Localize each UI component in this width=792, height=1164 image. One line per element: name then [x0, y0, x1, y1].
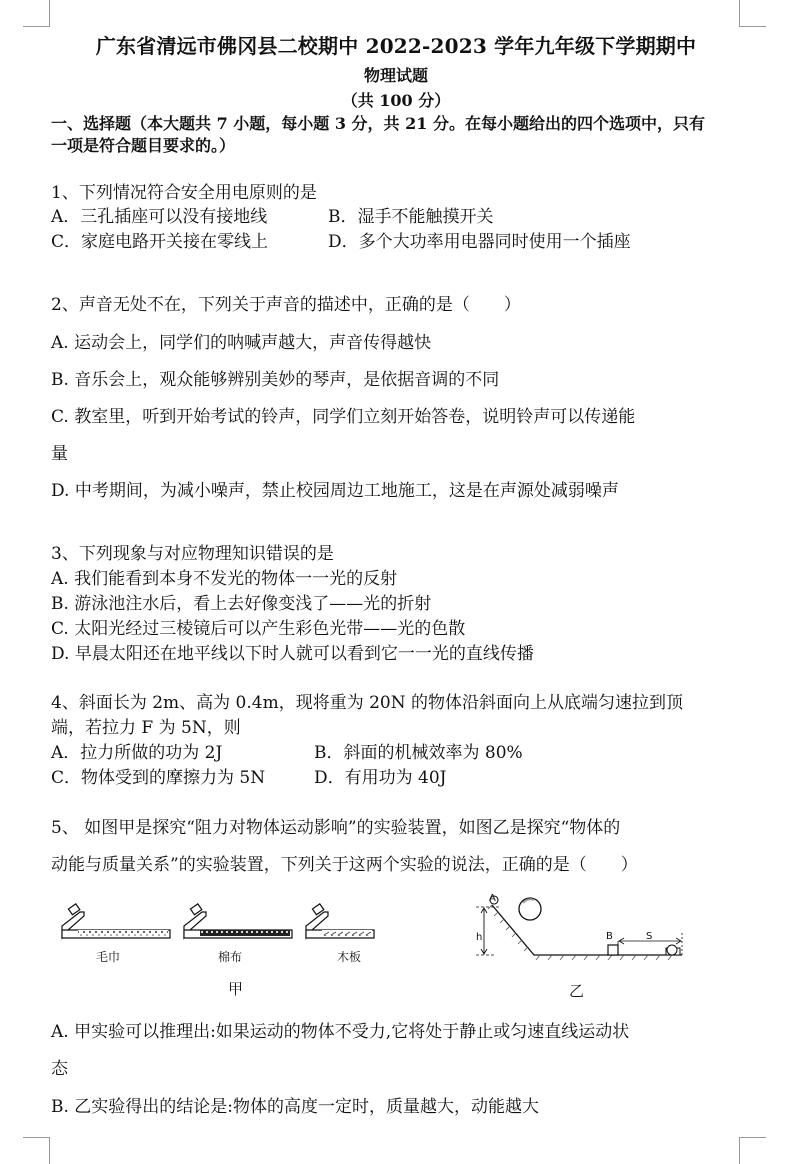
incline-towel-setup — [62, 904, 170, 938]
q2-option-b: B. 音乐会上，观众能够辨别美妙的琴声，是依据音调的不同 — [51, 370, 500, 390]
q5-stem-line1: 5、 如图甲是探究“阻力对物体运动影响”的实验装置，如图乙是探究“物体的 — [51, 818, 621, 838]
q3-stem: 3、下列现象与对应物理知识错误的是 — [51, 544, 334, 564]
label-towel: 毛巾 — [96, 950, 121, 964]
q1-option-a: A．三孔插座可以没有接地线 — [51, 207, 268, 227]
figure-jia-caption: 甲 — [228, 980, 244, 998]
label-distance-s: S — [646, 931, 653, 942]
q1-option-b: B．湿手不能触摸开关 — [328, 207, 494, 227]
exam-title: 广东省清远市佛冈县二校期中 2022-2023 学年九年级下学期期中 — [95, 34, 697, 58]
corner-mark-top-right — [739, 0, 766, 27]
q5-option-b: B. 乙实验得出的结论是:物体的高度一定时，质量越大，动能越大 — [51, 1097, 540, 1117]
section-1-instruction-line2: 一项是符合题目要求的。） — [51, 136, 236, 155]
corner-mark-bottom-right — [739, 1137, 766, 1164]
q4-option-c: C．物体受到的摩擦力为 5N — [51, 768, 266, 788]
label-height-h: h — [476, 932, 483, 943]
q5-stem-line2: 动能与质量关系”的实验装置，下列关于这两个实验的说法，正确的是（ ） — [51, 855, 638, 875]
q2-option-d: D. 中考期间，为减小噪声，禁止校园周边工地施工，这是在声源处减弱噪声 — [51, 481, 619, 501]
q2-option-a: A. 运动会上，同学们的呐喊声越大，声音传得越快 — [51, 333, 432, 353]
label-cotton-cloth: 棉布 — [218, 950, 243, 964]
q1-stem: 1、下列情况符合安全用电原则的是 — [51, 183, 317, 203]
exam-subject: 物理试题 — [363, 66, 428, 85]
q3-option-b: B. 游泳池注水后，看上去好像变浅了——光的折射 — [51, 594, 432, 614]
q2-stem: 2、声音无处不在，下列关于声音的描述中，正确的是（ ） — [51, 295, 521, 315]
label-point-a: A — [489, 893, 496, 904]
label-block-b: B — [606, 931, 613, 942]
exam-total-score: （共 100 分） — [341, 91, 451, 110]
figure-yi-caption: 乙 — [569, 982, 585, 1000]
q2-option-c-line2: 量 — [51, 444, 68, 464]
q4-option-a: A．拉力所做的功为 2J — [51, 743, 223, 763]
q5-option-a-line1: A. 甲实验可以推理出:如果运动的物体不受力,它将处于静止或匀速直线运动状 — [51, 1022, 630, 1042]
label-wood-board: 木板 — [337, 950, 362, 964]
incline-cloth-setup — [184, 904, 292, 938]
q4-stem-line1: 4、斜面长为 2m、高为 0.4m，现将重为 20N 的物体沿斜面向上从底端匀速拉到顶 — [51, 693, 684, 713]
figure-yi-experiment — [474, 893, 694, 965]
section-1-instruction-line1: 一、选择题（本大题共 7 小题，每小题 3 分，共 21 分。在每小题给出的四个选项中，只有 — [51, 114, 705, 133]
q1-option-c: C．家庭电路开关接在零线上 — [51, 232, 269, 252]
q1-option-d: D．多个大功率用电器同时使用一个插座 — [328, 232, 631, 252]
q4-stem-line2: 端，若拉力 F 为 5N，则 — [51, 718, 241, 738]
q5-option-a-line2: 态 — [51, 1059, 68, 1079]
corner-mark-top-left — [23, 0, 50, 27]
q4-option-b: B．斜面的机械效率为 80% — [314, 743, 523, 763]
incline-wood-setup — [306, 904, 374, 938]
q3-option-a: A. 我们能看到本身不发光的物体一一光的反射 — [51, 569, 398, 589]
q3-option-c: C. 太阳光经过三棱镜后可以产生彩色光带——光的色散 — [51, 619, 466, 639]
q2-option-c-line1: C. 教室里，听到开始考试的铃声，同学们立刻开始答卷，说明铃声可以传递能 — [51, 407, 636, 427]
q4-option-d: D．有用功为 40J — [314, 768, 447, 788]
q3-option-d: D. 早晨太阳还在地平线以下时人就可以看到它一一光的直线传播 — [51, 644, 534, 664]
corner-mark-bottom-left — [23, 1137, 50, 1164]
